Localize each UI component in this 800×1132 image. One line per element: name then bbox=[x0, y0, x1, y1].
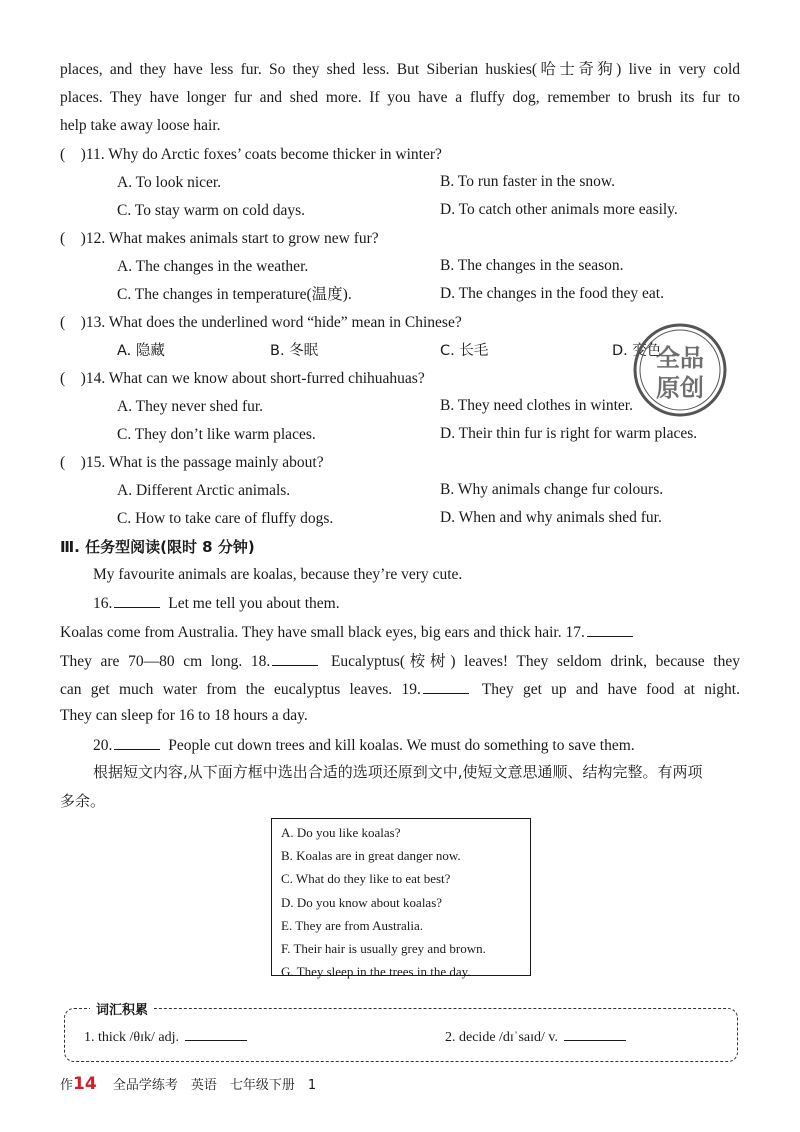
box-option-a[interactable]: A. Do you like koalas? bbox=[281, 825, 401, 840]
vocab-blank-1[interactable] bbox=[185, 1028, 247, 1041]
vocab-item-1 bbox=[84, 1028, 247, 1046]
blank-19[interactable] bbox=[423, 679, 469, 694]
question-11-stem: ( )11. Why do Arctic foxes’ coats become thicker in winter? bbox=[60, 146, 442, 163]
koala-line-18-text-a: They are 70—80 cm long. bbox=[60, 653, 243, 670]
box-option-b[interactable]: B. Koalas are in great danger now. bbox=[281, 848, 461, 864]
blank-16-number: 16. bbox=[93, 595, 113, 612]
koala-line-sleep: They can sleep for 16 to 18 hours a day. bbox=[60, 707, 308, 724]
koala-line-18-text-b: Eucalyptus(桉树) leaves! They seldom drink, because they bbox=[330, 653, 740, 670]
question-11-option-a[interactable]: A. To look nicer. bbox=[117, 174, 222, 191]
question-15-option-b[interactable]: B. Why animals change fur colours. bbox=[440, 481, 664, 498]
koala-paragraph-1: My favourite animals are koalas, because they’re very cute. bbox=[93, 566, 463, 583]
question-13-option-a[interactable]: A. 隐藏 bbox=[117, 343, 165, 359]
question-13-option-b[interactable]: B. 冬眠 bbox=[270, 343, 319, 359]
question-14-option-b[interactable]: B. They need clothes in winter. bbox=[440, 397, 633, 414]
box-option-c[interactable]: C. What do they like to eat best? bbox=[281, 871, 451, 887]
blank-16[interactable] bbox=[114, 593, 160, 608]
vocab-item-2-text: 2. decide /dɪˈsaɪd/ v. bbox=[445, 1030, 559, 1045]
koala-line-19-text-b: They get up and have food at night. bbox=[481, 681, 740, 698]
page-footer bbox=[60, 1074, 316, 1094]
question-11-option-c[interactable]: C. To stay warm on cold days. bbox=[117, 202, 306, 219]
question-13-stem: ( )13. What does the underlined word “hide” mean in Chinese? bbox=[60, 314, 462, 331]
question-15-option-d[interactable]: D. When and why animals shed fur. bbox=[440, 509, 662, 526]
question-15-stem: ( )15. What is the passage mainly about? bbox=[60, 454, 324, 471]
blank-18[interactable] bbox=[272, 651, 318, 666]
vocab-item-2 bbox=[445, 1028, 626, 1046]
koala-line-20-text: People cut down trees and kill koalas. We must do something to save them. bbox=[168, 737, 635, 754]
passage-line-1: places, and they have less fur. So they shed less. But Siberian huskies(哈士奇狗) live in very cold bbox=[60, 61, 740, 78]
vocab-blank-2[interactable] bbox=[564, 1028, 626, 1041]
footer-book-title: 全品学练考 英语 七年级下册 1 bbox=[112, 1078, 317, 1093]
page-number: 14 bbox=[73, 1074, 97, 1094]
passage-line-3: help take away loose hair. bbox=[60, 117, 221, 134]
question-12-option-a[interactable]: A. The changes in the weather. bbox=[117, 258, 309, 275]
stamp-line-2: 原创 bbox=[656, 374, 704, 402]
box-option-e[interactable]: E. They are from Australia. bbox=[281, 917, 423, 933]
koala-line-18 bbox=[60, 651, 740, 672]
blank-20[interactable] bbox=[114, 735, 160, 750]
box-option-f[interactable]: F. Their hair is usually grey and brown. bbox=[281, 941, 486, 957]
question-11-option-d[interactable]: D. To catch other animals more easily. bbox=[440, 201, 678, 218]
options-box bbox=[271, 818, 531, 980]
vocab-item-1-text: 1. thick /θɪk/ adj. bbox=[84, 1030, 179, 1045]
koala-line-16 bbox=[93, 593, 740, 614]
question-15-option-a[interactable]: A. Different Arctic animals. bbox=[117, 482, 291, 499]
original-stamp-icon bbox=[632, 322, 728, 418]
koala-line-16-text: Let me tell you about them. bbox=[168, 595, 340, 612]
question-13-option-d[interactable]: D. 变色 bbox=[612, 343, 662, 359]
blank-17[interactable] bbox=[587, 622, 633, 637]
box-option-g[interactable]: G. They sleep in the trees in the day. bbox=[281, 964, 471, 980]
box-option-d[interactable]: D. Do you know about koalas? bbox=[281, 894, 443, 910]
instruction-line-1: 根据短文内容,从下面方框中选出合适的选项还原到文中,使短文意思通顺、结构完整。有两项 bbox=[93, 763, 703, 781]
koala-line-20 bbox=[93, 735, 740, 756]
question-12-option-b[interactable]: B. The changes in the season. bbox=[440, 257, 624, 274]
question-14-option-c[interactable]: C. They don’t like warm places. bbox=[117, 426, 316, 443]
koala-line-17-text: Koalas come from Australia. They have small black eyes, big ears and thick hair. bbox=[60, 624, 562, 641]
question-14-stem: ( )14. What can we know about short-furred chihuahuas? bbox=[60, 370, 425, 387]
question-14-option-a[interactable]: A. They never shed fur. bbox=[117, 398, 264, 415]
stamp-line-1: 全品 bbox=[656, 344, 704, 372]
section-3-heading: Ⅲ. 任务型阅读(限时 8 分钟) bbox=[60, 538, 255, 556]
instruction-line-2: 多余。 bbox=[60, 792, 106, 810]
blank-17-number: 17. bbox=[565, 624, 585, 641]
koala-line-19-text-a: can get much water from the eucalyptus leaves. bbox=[60, 681, 393, 698]
question-12-option-c[interactable]: C. The changes in temperature(温度). bbox=[117, 286, 352, 303]
blank-20-number: 20. bbox=[93, 737, 113, 754]
koala-line-19 bbox=[60, 679, 740, 700]
blank-18-number: 18. bbox=[250, 653, 271, 670]
question-13-option-c[interactable]: C. 长毛 bbox=[440, 343, 489, 359]
footer-prefix: 作 bbox=[60, 1078, 74, 1093]
blank-19-number: 19. bbox=[401, 681, 421, 698]
question-12-stem: ( )12. What makes animals start to grow new fur? bbox=[60, 230, 379, 247]
koala-line-17 bbox=[60, 622, 740, 643]
question-15-option-c[interactable]: C. How to take care of fluffy dogs. bbox=[117, 510, 334, 527]
passage-line-2: places. They have longer fur and shed more. If you have a fluffy dog, remember to brush its fur to bbox=[60, 89, 740, 106]
vocab-title: 词汇积累 bbox=[90, 999, 154, 1018]
question-11-option-b[interactable]: B. To run faster in the snow. bbox=[440, 173, 615, 190]
question-14-option-d[interactable]: D. Their thin fur is right for warm places. bbox=[440, 425, 698, 442]
question-12-option-d[interactable]: D. The changes in the food they eat. bbox=[440, 285, 664, 302]
